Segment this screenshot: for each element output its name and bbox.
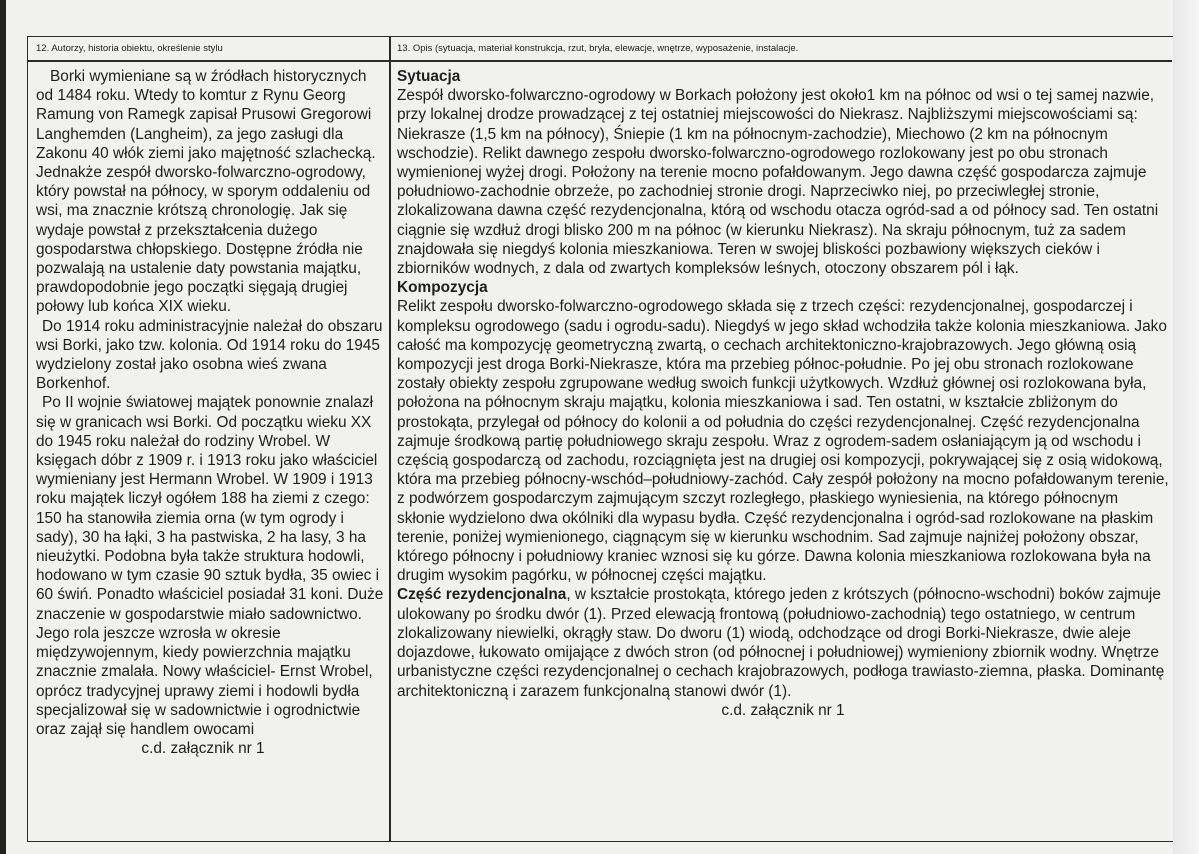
history-text: [36, 67, 386, 758]
situation-paragraph: Zespół dworsko-folwarczno-ogrodowy w Borkach położony jest około1 km na północ od wsi o tej samej nazwie, przy lokalnej drodze prowadzącej z tej ostatniej miejscowości do Niekrasz. Najbliższymi miejscowościami są: Niekrasze (1,5 km na północy), Śniepie (1 km na północnym-zachodzie), Miechowo (2 km na północnym wschodzie). Relikt dawnego zespołu dworsko-folwarczno-ogrodowego rozlokowany jest po obu stronach wymienionej wyżej drogi. Położony na terenie mocno pofałdowanym. Jego dawna część gospodarcza zajmuje południowo-zachodnie obrzeże, po zachodniej stronie drogi. Naprzeciwko niej, po przeciwległej stronie, zlokalizowana dawna część rezydencjonalna, którą od wschodu otacza ogród-sad a od północy sad. Ten ostatni ciągnie się wzdłuż drogi blisko 200 m na północ (w kierunku Niekrasz). Na skraju północnym, tuż za sadem znajdowała się niegdyś kolonia mieszkaniowa. Teren w swojej bliskości pozbawiony większych cieków i zbiorników wodnych, z dala od zwartych kompleksów leśnych, otoczony obszarem pól i łąk.: [397, 87, 1159, 278]
residential-paragraph: [397, 585, 1169, 700]
composition-paragraph: Relikt zespołu dworsko-folwarczno-ogrodowego składa się z trzech części: rezydencjonalnej, gospodarczej i kompleksu ogrodowego (sadu i ogrodu-sadu). Niegdyś w jego skład wchodziła także kolonia mieszkaniowa. Jako całość ma kompozycję geometryczną zwartą, o cechach architektoniczno-krajobrazowych. Jego główną osią kompozycji jest droga Borki-Niekrasze, która ma przebieg północ-południe. Po jej obu stronach rozlokowane zostały obiekty zespołu zgrupowane według swoich funkcji użytkowych. Wzdłuż głównej osi rozlokowana była, położona na północnym skraju majątku, kolonia mieszkaniowa i sad. Ten ostatni, w kształcie zbliżonym do prostokąta, przylegał od północy do kolonii a od południa do części rezydencjonalnej. Część rezydencjonalna zajmuje środkową partię południowego skraju zespołu. Wraz z ogrodem-sadem osłaniającym ją od wschodu i częścią gospodarczą od zachodu, rozciągnięta jest na drugiej osi kompozycji, pokrywającej się z osią widokową, która ma przebieg północny-wschód–południowy-zachód. Cały zespół położony na mocno pofałdowanym terenie, z podwórzem gospodarczym zajmującym szczyt rozległego, płaskiego wyniesienia, na którego północnym skłonie wydzielono dwa okólniki dla wypasu bydła. Część rezydencjonalna i ogród-sad rozlokowane na płaskim terenie, poniżej wymienionego, ciągnącym się w kierunku wschodnim. Sad zajmuje najniżej położony obszar, którego północny i południowy kraniec wznosi się ku górze. Dawna kolonia mieszkaniowa rozlokowana była na drugim wysokim pagórku, w północnej części majątku.: [397, 298, 1169, 585]
continuation-note: c.d. załącznik nr 1: [721, 701, 845, 719]
history-paragraph: Po II wojnie światowej majątek ponownie znalazł się w granicach wsi Borki. Od początku wieku XX do 1945 roku należał do rodziny Wrobel. W księgach dóbr z 1909 r. i 1913 roku jako właściciel wymieniany jest Hermann Wrobel. W 1909 i 1913 roku majątek liczył ogółem 188 ha ziemi z czego: 150 ha stanowiła ziemia orna (w tym ogrody i sady), 30 ha łąki, 3 ha pastwiska, 2 ha lasy, 3 ha nieużytki. Podobna była także struktura hodowli, hodowano w tym czasie 90 sztuk bydła, 35 owiec i 60 świń. Ponadto właściciel posiadał 31 koni. Duże znaczenie w gospodarstwie miało sadownictwo. Jego rola jeszcze wzrosła w okresie międzywojennym, kiedy powierzchnia majątku znacznie zmalała. Nowy właściciel- Ernst Wrobel, oprócz tradycyjnej uprawy ziemi i hodowli bydła specjalizował się w sadownictwie i ogrodnictwie oraz zajął się handlem owocami: [36, 394, 384, 738]
left-column-header: 12. Autorzy, historia obiektu, określenie stylu: [36, 43, 223, 54]
residential-lead: Część rezydencjonalna: [397, 586, 567, 604]
residential-text: , w kształcie prostokąta, którego jeden z krótszych (północno-wschodni) boków zajmuje ulokowany po środku dwór (1). Przed elewacją frontową (południowo-zachodnią) tego ostatniego, w centrum zlokalizowany niewielki, okrągły staw. Do dworu (1) wiodą, odchodzące od drogi Borki-Niekrasze, dwie aleje dojazdowe, łukowato omijające z dwóch stron (od północnej i południowej) wymieniony zbiornik wodny. Wnętrze urbanistyczne części rezydencjonalnej o cechach krajobrazowych, podłoga trawiasto-ziemna, płaska. Dominantę architektoniczną i zarazem funkcjonalną stanowi dwór (1).: [397, 586, 1165, 700]
scan-left-edge: [0, 0, 6, 854]
section-heading-composition: Kompozycja: [397, 279, 488, 297]
column-divider: [389, 36, 391, 842]
right-column-header: 13. Opis (sytuacja, materiał konstrukcja, rzut, bryła, elewacje, wnętrze, wyposażenie, instalacje.: [397, 43, 799, 54]
section-heading-situation: Sytuacja: [397, 68, 461, 85]
left-header-rule: [27, 60, 389, 62]
history-paragraph: Borki wymieniane są w źródłach historycznych od 1484 roku. Wtedy to komtur z Rynu Georg Ramung von Ramegk zapisał Prusowi Gregorowi Langhemden (Langheim), za jego zasługi dla Zakonu 40 włók ziemi jako majętność szlachecką. Jednakże zespół dworsko-folwarczno-ogrodowy, który powstał na północy, w sporym oddaleniu od wsi, ma znacznie krótszą chronologię. Jak się wydaje powstał z przekształcenia dużego gospodarstwa chłopskiego. Dostępne źródła nie pozwalają na ustalenie daty powstania majątku, prawdopodobnie jego początki sięgają drugiej połowy lub końca XIX wieku.: [36, 68, 376, 316]
continuation-note: c.d. załącznik nr 1: [141, 740, 265, 758]
description-text: [397, 67, 1169, 720]
scan-right-edge: [1173, 0, 1199, 854]
right-header-rule: [391, 60, 1172, 62]
history-paragraph: Do 1914 roku administracyjnie należał do obszaru wsi Borki, jako tzw. kolonia. Od 1914 roku do 1945 wydzielony został jako osobna wieś zwana Borkenhof.: [36, 317, 383, 393]
